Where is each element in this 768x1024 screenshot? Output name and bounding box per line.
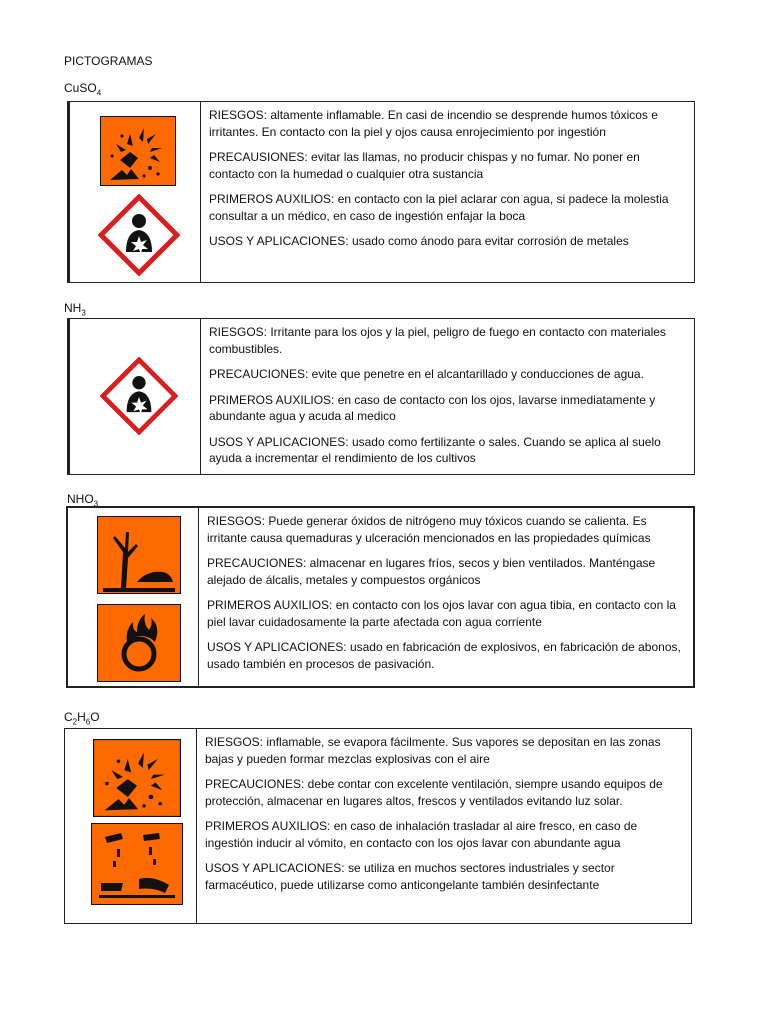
formula-main: NH	[64, 301, 82, 315]
hazard-card-cuso4	[67, 101, 695, 283]
pictogram-column	[70, 319, 201, 474]
page-title: PICTOGRAMAS	[64, 54, 153, 68]
hazard-card-nho3	[66, 506, 695, 688]
precauciones-text: PRECAUCIONES: evite que penetre en el alcantarillado y conducciones de agua.	[209, 367, 644, 381]
hazard-text	[201, 319, 694, 474]
formula-main: C	[64, 710, 73, 724]
formula-cuso4	[64, 81, 101, 97]
precauciones-text: PRECAUCIONES: debe contar con excelente ventilación, siempre usando equipos de protección, almacenar en lugares altos, frescos y ventilados evitando luz solar.	[205, 777, 663, 808]
riesgos-text: RIESGOS: Puede generar óxidos de nitrógeno muy tóxicos cuando se calienta. Es irritante causa quemaduras y ulceración mencionados en las propiedades químicas	[207, 514, 651, 545]
usos-text: USOS Y APLICACIONES: se utiliza en muchos sectores industriales y sector farmacéutico, puede utilizarse como anticongelante también desinfectante	[205, 861, 615, 892]
explosive-orange-icon	[93, 739, 181, 817]
primeros-auxilios-text: PRIMEROS AUXILIOS: en contacto con la piel aclarar con agua, si padece la molestia consultar a un médico, en caso de ingestión enfajar la boca	[209, 192, 669, 223]
formula-nh3	[64, 301, 86, 317]
formula-main: H	[77, 710, 86, 724]
hazard-text	[201, 102, 694, 282]
usos-text: USOS Y APLICACIONES: usado en fabricación de explosivos, en fabricación de abonos, usado también en procesos de pasivación.	[207, 640, 681, 671]
formula-main: CuSO	[64, 81, 97, 95]
precauciones-text: PRECAUSIONES: evitar las llamas, no producir chispas y no fumar. No poner en contacto con la humedad o cualquier otra sustancia	[209, 150, 640, 181]
hazard-text	[199, 508, 693, 686]
pictogram-column	[68, 508, 199, 686]
hazard-card-c2h6o	[64, 728, 692, 924]
formula-main: NHO	[67, 492, 94, 506]
hazard-text	[197, 729, 691, 923]
riesgos-text: RIESGOS: Irritante para los ojos y la piel, peligro de fuego en contacto con materiales combustibles.	[209, 325, 666, 356]
explosive-orange-icon	[100, 116, 176, 186]
usos-text: USOS Y APLICACIONES: usado como fertilizante o sales. Cuando se aplica al suelo ayuda a incrementar el rendimiento de los cultivos	[209, 434, 661, 465]
pictogram-column	[70, 102, 201, 282]
formula-subscript: 3	[81, 308, 86, 318]
usos-text: USOS Y APLICACIONES: usado como ánodo para evitar corrosión de metales	[209, 234, 629, 248]
primeros-auxilios-text: PRIMEROS AUXILIOS: en contacto con los ojos lavar con agua tibia, en contacto con la piel lavar cuidadosamente la parte afectada con agua corriente	[207, 598, 676, 629]
pictogram-column	[65, 729, 197, 923]
precauciones-text: PRECAUCIONES: almacenar en lugares fríos, secos y bien ventilados. Manténgase alejado de álcalis, metales y compuestos orgánicos	[207, 556, 656, 587]
primeros-auxilios-text: PRIMEROS AUXILIOS: en caso de contacto con los ojos, lavarse inmediatamente y abundante agua y acuda al medico	[209, 392, 656, 423]
hazard-card-nh3	[67, 318, 695, 475]
formula-c2h6o	[64, 710, 100, 726]
health-hazard-diamond-icon	[100, 357, 178, 435]
health-hazard-diamond-icon	[98, 194, 180, 276]
formula-subscript: 6	[85, 717, 91, 727]
riesgos-text: RIESGOS: inflamable, se evapora fácilmente. Sus vapores se depositan en las zonas bajas y pueden formar mezclas explosivas con el aire	[205, 735, 661, 766]
formula-subscript: 3	[93, 499, 99, 509]
environment-hazard-orange-icon	[97, 516, 181, 594]
formula-subscript: 2	[72, 717, 78, 727]
formula-subscript: 4	[96, 88, 102, 98]
primeros-auxilios-text: PRIMEROS AUXILIOS: en caso de inhalación trasladar al aire fresco, en caso de ingestión inducir al vómito, en contacto con los ojos lavar con abundante agua	[205, 819, 638, 850]
riesgos-text: RIESGOS: altamente inflamable. En casi de incendio se desprende humos tóxicos e irritantes. En contacto con la piel y ojos causa enrojecimiento por ingestión	[209, 108, 658, 139]
formula-main: O	[90, 710, 100, 724]
corrosive-orange-icon	[91, 823, 183, 905]
oxidizer-orange-icon	[97, 604, 181, 682]
